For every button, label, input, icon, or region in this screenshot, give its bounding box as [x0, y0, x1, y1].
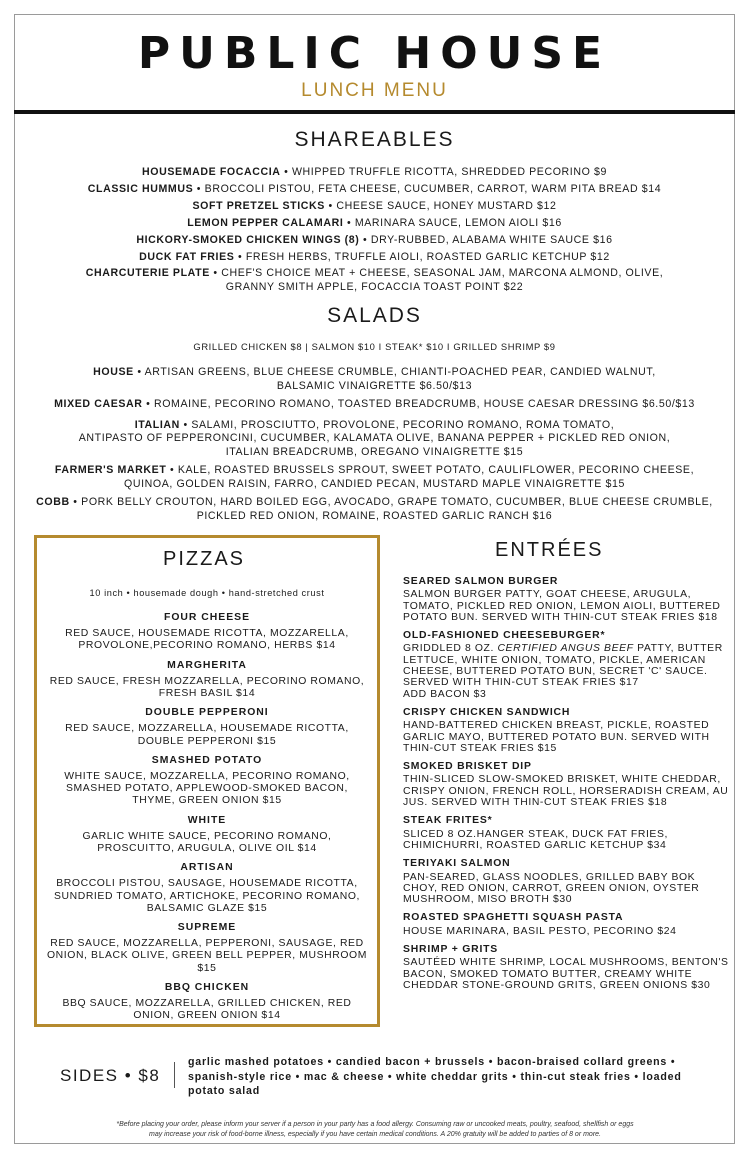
list-item: HOUSE • ARTISAN GREENS, BLUE CHEESE CRUMBLE, CHIANTI-POACHED PEAR, CANDIED WALNUT, BALSAMIC VINAIGRETTE $6.50/$13	[93, 366, 656, 392]
item-desc: ARTISAN GREENS, BLUE CHEESE CRUMBLE, CHIANTI-POACHED PEAR, CANDIED WALNUT,	[144, 366, 656, 378]
item-name: STEAK FRITES*	[403, 815, 493, 827]
list-item	[47, 612, 367, 653]
item-desc: GRIDDLED 8 OZ.	[403, 643, 498, 655]
item-name: SHRIMP + GRITS	[403, 944, 499, 956]
menu-header	[14, 14, 735, 114]
item-desc: SAUTÉED WHITE SHRIMP, LOCAL MUSHROOMS, BENTON'S BACON, SMOKED TOMATO BUTTER, CREAMY WHITE CHEDDAR STONE-GROUND GRITS, GREEN ONIONS $30	[403, 957, 729, 991]
item-desc-emphasis: CERTIFIED ANGUS BEEF	[497, 643, 634, 655]
footnote-line2: may increase your risk of food-borne illness, especially if you have certain medical conditions. A 20% gratuity will be added to parties of 8 or more.	[149, 1130, 601, 1138]
item-desc: BBQ SAUCE, MOZZARELLA, GRILLED CHICKEN, RED ONION, GREEN ONION $14	[62, 998, 352, 1022]
salads-section	[14, 304, 735, 528]
list-item	[47, 862, 367, 915]
list-item	[403, 944, 733, 991]
pizzas-tagline: 10 inch • housemade dough • hand-stretched crust	[89, 588, 325, 598]
list-item: SOFT PRETZEL STICKS • CHEESE SAUCE, HONEY MUSTARD $12	[192, 200, 557, 212]
list-item: COBB • PORK BELLY CROUTON, HARD BOILED EGG, AVOCADO, GRAPE TOMATO, CUCUMBER, BLUE CHEESE CRUMBLE, PICKLED RED ONION, ROMAINE, ROASTED GARLIC RANCH $16	[36, 496, 713, 522]
item-desc: DRY-RUBBED, ALABAMA WHITE SAUCE $16	[370, 234, 613, 246]
list-item: MIXED CAESAR • ROMAINE, PECORINO ROMANO, TOASTED BREADCRUMB, HOUSE CAESAR DRESSING $6.50/$13	[54, 398, 695, 410]
list-item	[403, 815, 733, 851]
item-name: SMASHED POTATO	[151, 754, 263, 766]
list-item	[47, 707, 367, 748]
list-item: HICKORY-SMOKED CHICKEN WINGS (8) • DRY-RUBBED, ALABAMA WHITE SAUCE $16	[136, 234, 613, 246]
item-desc: CHEF'S CHOICE MEAT + CHEESE, SEASONAL JAM, MARCONA ALMOND, OLIVE,	[221, 267, 664, 279]
item-name: CHARCUTERIE PLATE	[85, 267, 210, 279]
item-desc-line2: QUINOA, GOLDEN RAISIN, FARRO, CANDIED PECAN, MUSTARD MAPLE VINAIGRETTE $15	[124, 477, 625, 490]
shareables-section	[14, 128, 735, 294]
list-item: LEMON PEPPER CALAMARI • MARINARA SAUCE, LEMON AIOLI $16	[187, 217, 562, 229]
item-name: ROASTED SPAGHETTI SQUASH PASTA	[403, 912, 624, 924]
item-name: ARTISAN	[180, 862, 234, 874]
item-desc: HAND-BATTERED CHICKEN BREAST, PICKLE, ROASTED GARLIC MAYO, BUTTERED POTATO BUN. SERVED WITH THIN-CUT STEAK FRIES $15	[403, 720, 710, 754]
sides-label: SIDES • $8	[60, 1066, 161, 1085]
item-desc: SALAMI, PROSCIUTTO, PROVOLONE, PECORINO ROMANO, ROMA TOMATO,	[191, 418, 615, 431]
item-desc: ROMAINE, PECORINO ROMANO, TOASTED BREADCRUMB, HOUSE CAESAR DRESSING $6.50/$13	[153, 398, 695, 410]
item-name: SOFT PRETZEL STICKS	[192, 200, 325, 212]
list-item: ITALIAN • SALAMI, PROSCIUTTO, PROVOLONE, PECORINO ROMANO, ROMA TOMATO, ANTIPASTO OF PEPPERONCINI, CUCUMBER, KALAMATA OLIVE, BANANA PEPPER + PICKLED RED ONION, ITALIAN BREADCRUMB, OREGANO VINAIGRETTE $15	[78, 418, 671, 458]
item-desc-line2: GRANNY SMITH APPLE, FOCACCIA TOAST POINT $22	[225, 281, 524, 293]
list-item: CLASSIC HUMMUS • BROCCOLI PISTOU, FETA CHEESE, CUCUMBER, CARROT, WARM PITA BREAD $14	[87, 183, 662, 195]
item-desc: PAN-SEARED, GLASS NOODLES, GRILLED BABY BOK CHOY, RED ONION, CARROT, GREEN ONION, OYSTER MUSHROOM, MISO BROTH $30	[403, 871, 700, 906]
item-desc-line2: PICKLED RED ONION, ROMAINE, ROASTED GARLIC RANCH $16	[196, 509, 553, 522]
sides-list: garlic mashed potatoes • candied bacon + brussels • bacon-braised collard greens • spanish-style rice • mac & cheese • white cheddar grits • thin-cut steak fries • loaded potato salad	[188, 1056, 682, 1097]
list-item	[403, 912, 733, 937]
item-desc: BROCCOLI PISTOU, SAUSAGE, HOUSEMADE RICOTTA, SUNDRIED TOMATO, ARTICHOKE, PECORINO ROMANO, BALSAMIC GLAZE $15	[53, 878, 361, 914]
allergy-footnote	[40, 1120, 710, 1139]
item-desc: WHITE SAUCE, MOZZARELLA, PECORINO ROMANO, SMASHED POTATO, APPLEWOOD-SMOKED BACON, THYME, GREEN ONION $15	[64, 771, 350, 807]
list-item	[403, 858, 733, 905]
item-desc: FRESH HERBS, TRUFFLE AIOLI, ROASTED GARLIC KETCHUP $12	[245, 251, 610, 263]
list-item	[403, 630, 733, 700]
list-item	[47, 755, 367, 808]
item-desc: RED SAUCE, MOZZARELLA, HOUSEMADE RICOTTA, DOUBLE PEPPERONI $15	[65, 723, 349, 747]
item-name: CLASSIC HUMMUS	[87, 183, 194, 195]
brand-title: PUBLIC HOUSE	[137, 28, 612, 79]
item-desc: BROCCOLI PISTOU, FETA CHEESE, CUCUMBER, CARROT, WARM PITA BREAD $14	[204, 183, 662, 195]
item-name: BBQ CHICKEN	[164, 981, 250, 993]
item-desc: THIN-SLICED SLOW-SMOKED BRISKET, WHITE CHEDDAR, CRISPY ONION, FRENCH ROLL, HORSERADISH CREAM, AU JUS. SERVED WITH THIN-CUT STEAK FRIES $18	[403, 774, 729, 809]
item-name: SEARED SALMON BURGER	[403, 576, 559, 587]
pizzas-box	[34, 535, 380, 1027]
item-desc-rest: PATTY, BUTTER LETTUCE, WHITE ONION, TOMATO, PICKLE, AMERICAN CHEESE, BUTTERED POTATO BUN, SECRET 'C' SAUCE. SERVED WITH THIN-CUT STEAK FRIES $17	[403, 643, 723, 689]
list-item	[403, 707, 733, 754]
sides-divider	[174, 1062, 175, 1088]
list-item	[47, 982, 367, 1023]
list-item: HOUSEMADE FOCACCIA • WHIPPED TRUFFLE RICOTTA, SHREDDED PECORINO $9	[142, 166, 607, 178]
item-name: HOUSE	[93, 366, 134, 378]
item-name: ITALIAN	[134, 418, 180, 431]
item-desc: WHIPPED TRUFFLE RICOTTA, SHREDDED PECORINO $9	[291, 166, 607, 178]
item-name: LEMON PEPPER CALAMARI	[187, 217, 344, 229]
list-item	[47, 815, 367, 856]
item-name: MARGHERITA	[167, 659, 247, 671]
item-desc: RED SAUCE, FRESH MOZZARELLA, PECORINO ROMANO, FRESH BASIL $14	[49, 675, 365, 700]
item-addon: ADD BACON $3	[403, 688, 487, 700]
list-item: CHARCUTERIE PLATE • CHEF'S CHOICE MEAT + CHEESE, SEASONAL JAM, MARCONA ALMOND, OLIVE, GRANNY SMITH APPLE, FOCACCIA TOAST POINT $22	[85, 267, 664, 293]
list-item: FARMER'S MARKET • KALE, ROASTED BRUSSELS SPROUT, SWEET POTATO, CAULIFLOWER, PECORINO CHEESE, QUINOA, GOLDEN RAISIN, FARRO, CANDIED PECAN, MUSTARD MAPLE VINAIGRETTE $15	[54, 464, 695, 490]
item-desc-line2: BALSAMIC VINAIGRETTE $6.50/$13	[276, 379, 473, 392]
salad-addons: GRILLED CHICKEN $8 | SALMON $10 I STEAK* $10 I GRILLED SHRIMP $9	[193, 341, 556, 352]
item-name: DOUBLE PEPPERONI	[145, 707, 269, 719]
item-name: MIXED CAESAR	[54, 398, 143, 410]
list-item: DUCK FAT FRIES • FRESH HERBS, TRUFFLE AIOLI, ROASTED GARLIC KETCHUP $12	[139, 251, 610, 263]
item-name: WHITE	[187, 814, 227, 826]
item-name: HOUSEMADE FOCACCIA	[142, 166, 281, 178]
item-desc: CHEESE SAUCE, HONEY MUSTARD $12	[336, 200, 557, 212]
item-name: FARMER'S MARKET	[54, 464, 167, 476]
item-name: OLD-FASHIONED CHEESEBURGER*	[403, 630, 606, 642]
item-desc: PORK BELLY CROUTON, HARD BOILED EGG, AVOCADO, GRAPE TOMATO, CUCUMBER, BLUE CHEESE CRUMBLE,	[81, 496, 713, 508]
list-item	[403, 761, 733, 808]
item-name: TERIYAKI SALMON	[403, 858, 511, 870]
item-desc: MARINARA SAUCE, LEMON AIOLI $16	[354, 217, 562, 229]
item-desc: KALE, ROASTED BRUSSELS SPROUT, SWEET POTATO, CAULIFLOWER, PECORINO CHEESE,	[177, 464, 695, 476]
item-name: SMOKED BRISKET DIP	[403, 761, 532, 773]
menu-subtitle: LUNCH MENU	[301, 80, 448, 101]
item-desc-line3: ITALIAN BREADCRUMB, OREGANO VINAIGRETTE $15	[225, 445, 524, 458]
item-desc: RED SAUCE, MOZZARELLA, PEPPERONI, SAUSAGE, RED ONION, BLACK OLIVE, GREEN BELL PEPPER, MUSHROOM $15	[47, 938, 367, 974]
item-desc: SALMON BURGER PATTY, GOAT CHEESE, ARUGULA, TOMATO, PICKLED RED ONION, LEMON AIOLI, BUTTERED POTATO BUN. SERVED WITH THIN-CUT STEAK FRIES $18	[403, 589, 721, 623]
shareables-title: SHAREABLES	[294, 128, 455, 151]
footnote-line1: *Before placing your order, please inform your server if a person in your party has a food allergy. Consuming raw or uncooked meats, poultry, seafood, shellfish or eggs	[116, 1121, 634, 1128]
item-name: COBB	[36, 496, 70, 508]
list-item	[47, 660, 367, 701]
salads-title: SALADS	[327, 304, 422, 327]
entrees-title: ENTRÉES	[495, 539, 604, 561]
list-item	[47, 922, 367, 975]
list-item	[403, 576, 733, 623]
item-desc: HOUSE MARINARA, BASIL PESTO, PECORINO $24	[403, 925, 677, 937]
pizzas-title: PIZZAS	[163, 548, 246, 570]
entrees-section	[403, 535, 733, 998]
item-name: DUCK FAT FRIES	[139, 251, 235, 263]
item-desc: RED SAUCE, HOUSEMADE RICOTTA, MOZZARELLA, PROVOLONE,PECORINO ROMANO, HERBS $14	[65, 628, 349, 652]
item-desc-line2: ANTIPASTO OF PEPPERONCINI, CUCUMBER, KALAMATA OLIVE, BANANA PEPPER + PICKLED RED ONION,	[78, 432, 671, 444]
item-name: FOUR CHEESE	[163, 612, 251, 623]
item-desc: GARLIC WHITE SAUCE, PECORINO ROMANO, PROSCUITTO, ARUGULA, OLIVE OIL $14	[82, 830, 332, 855]
item-name: CRISPY CHICKEN SANDWICH	[403, 706, 571, 718]
item-name: HICKORY-SMOKED CHICKEN WINGS (8)	[136, 234, 360, 246]
item-name: SUPREME	[177, 922, 237, 934]
item-desc: SLICED 8 OZ.HANGER STEAK, DUCK FAT FRIES, CHIMICHURRI, ROASTED GARLIC KETCHUP $34	[403, 828, 668, 851]
